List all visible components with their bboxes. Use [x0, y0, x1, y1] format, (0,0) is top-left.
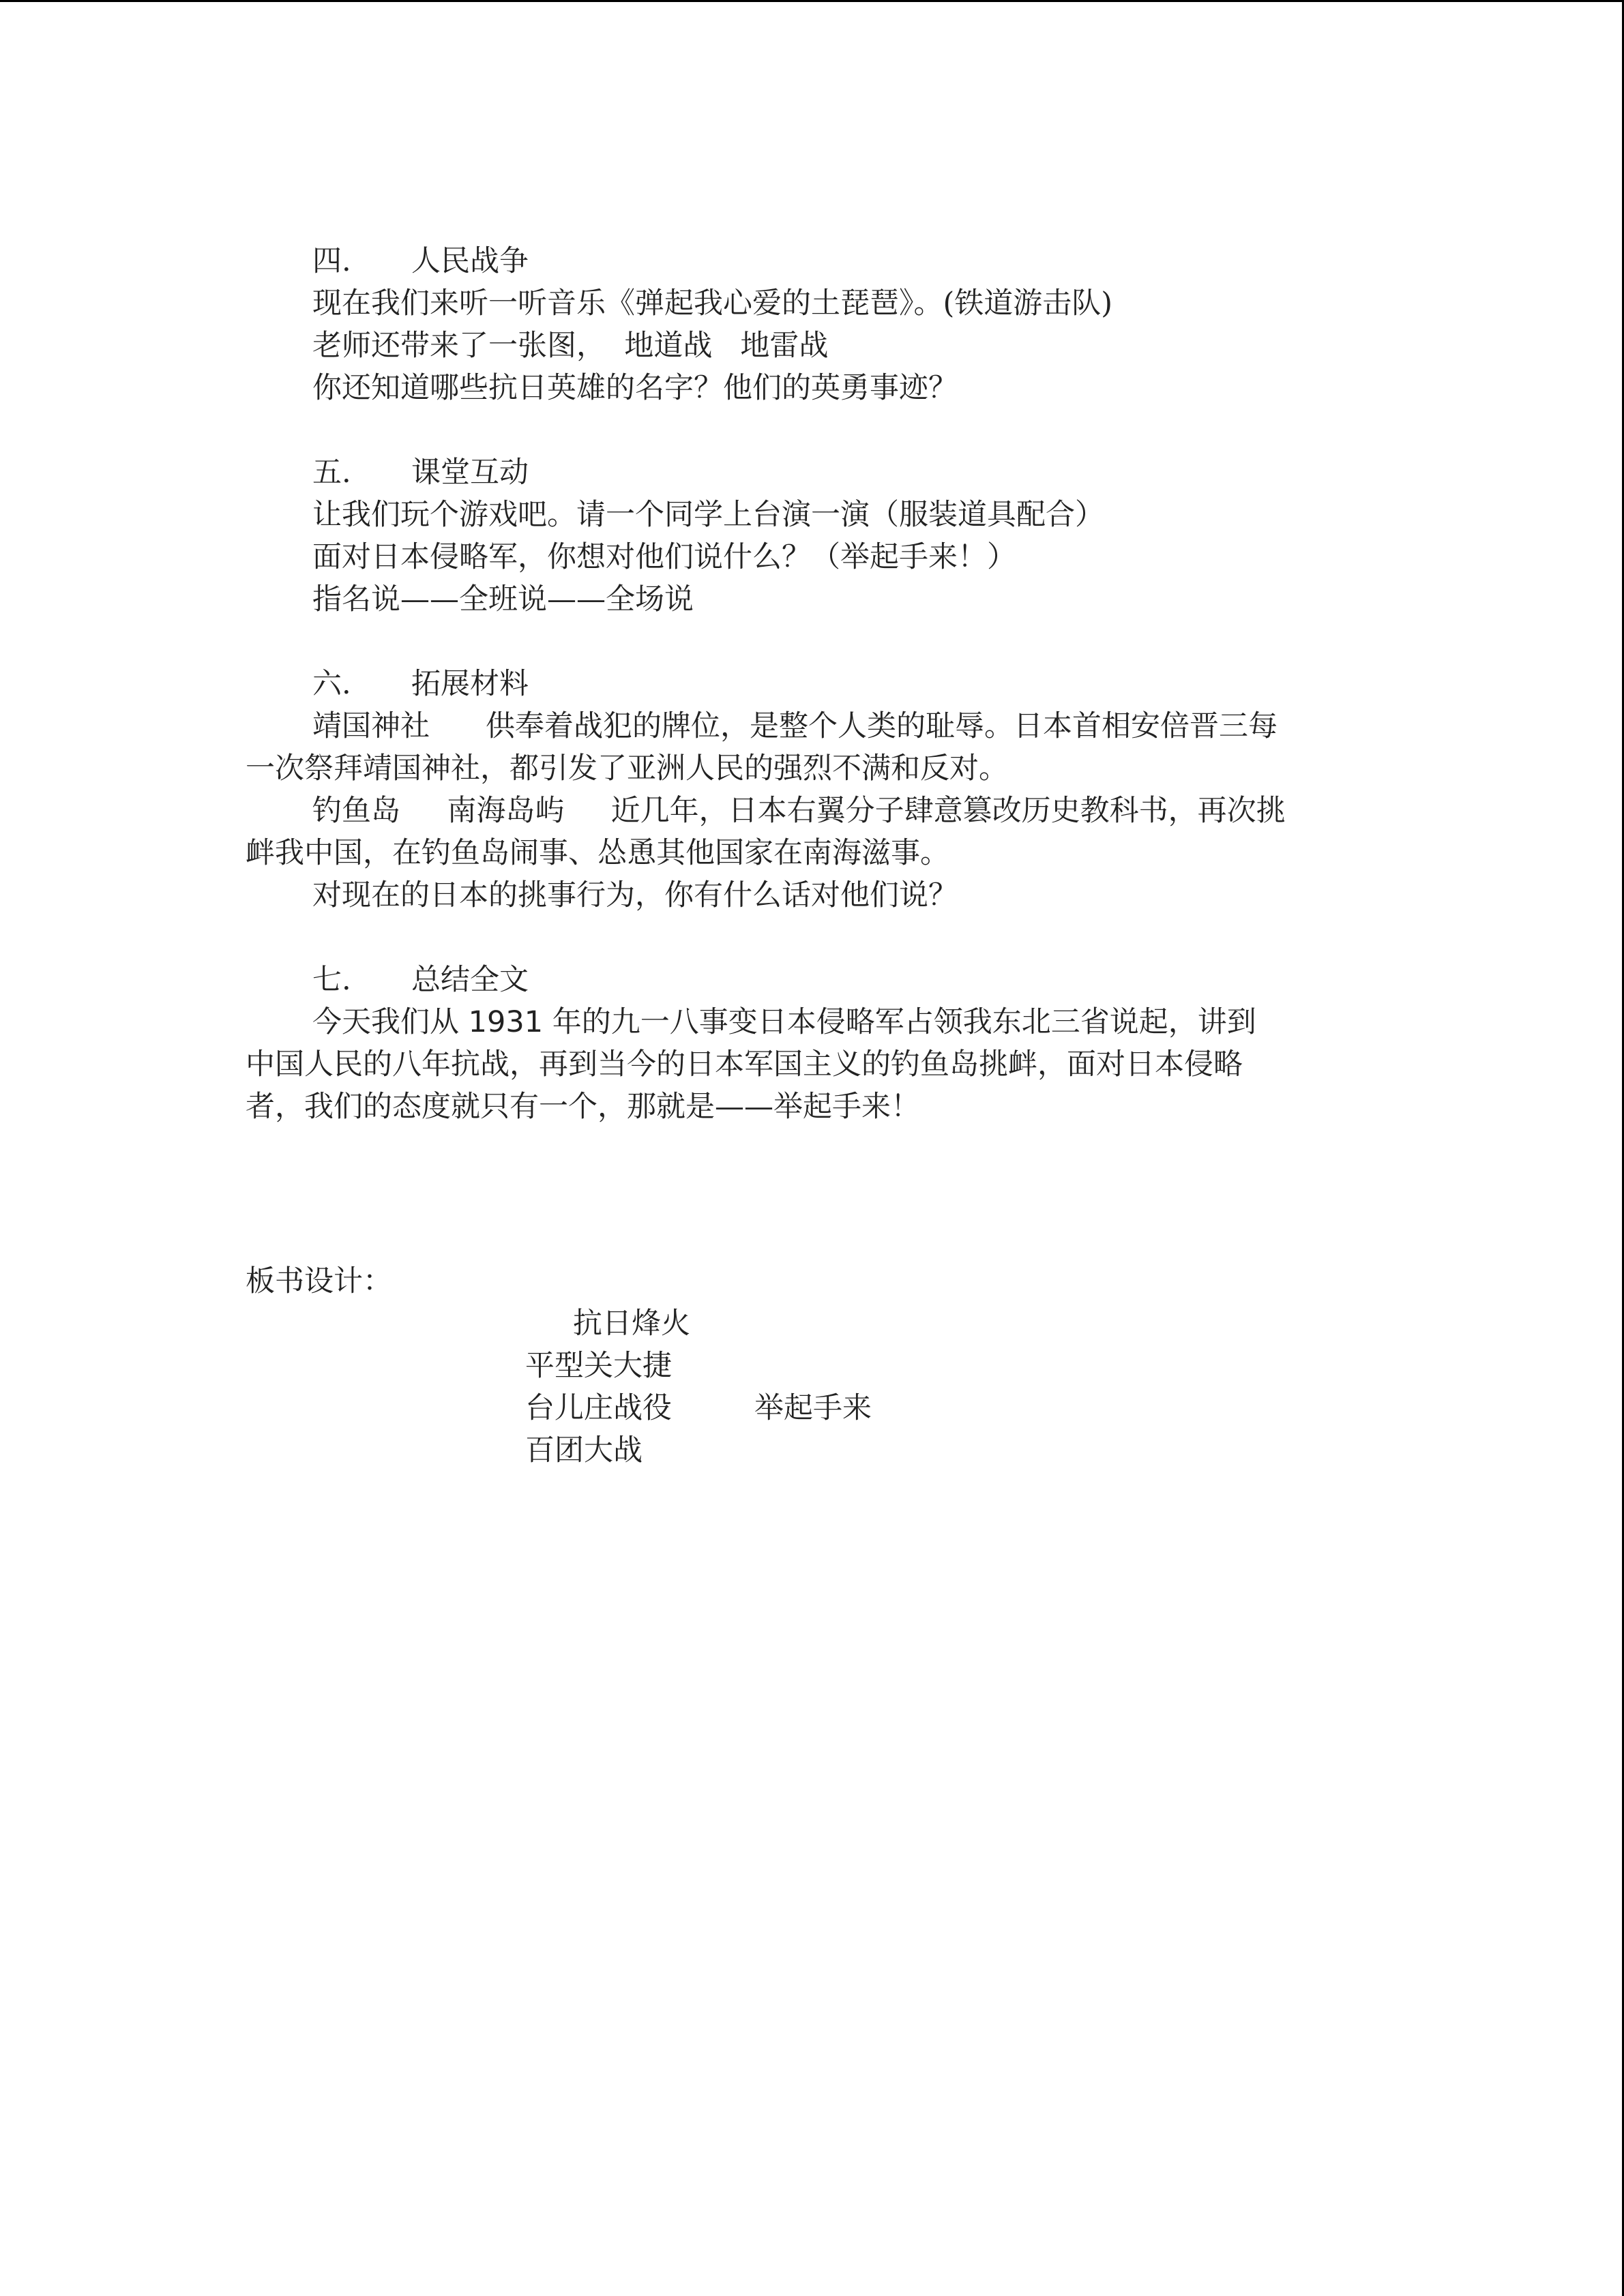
section-5-heading — [312, 451, 529, 494]
section-7-year: 1931 — [468, 1005, 544, 1039]
section-4-line-3: 你还知道哪些抗日英雄的名字？他们的英勇事迹？ — [312, 371, 958, 405]
section-7-line-1-start: 今天我们从 — [312, 1005, 469, 1039]
section-4-number: 四. — [312, 244, 351, 278]
section-7-line-3: 者，我们的态度就只有一个，那就是——举起手来！ — [246, 1090, 920, 1124]
section-5-title: 课堂互动 — [411, 456, 529, 490]
section-6-line-4: 衅我中国，在钓鱼岛闹事、怂恿其他国家在南海滋事。 — [246, 836, 949, 870]
board-item-1: 平型关大捷 — [525, 1349, 672, 1383]
section-5-line-3: 指名说——全班说——全场说 — [312, 582, 694, 616]
section-5-line-1: 让我们玩个游戏吧。请一个同学上台演一演（服装道具配合） — [312, 498, 1104, 532]
board-theme: 举起手来 — [754, 1391, 872, 1425]
section-6-line-3: 钓鱼岛 南海岛屿 近几年，日本右翼分子肆意篡改历史教科书，再次挑 — [312, 794, 1286, 828]
section-6-line-1: 靖国神社 供奉着战犯的牌位，是整个人类的耻辱。日本首相安倍晋三每 — [312, 709, 1278, 743]
section-7-line-2: 中国人民的八年抗战，再到当今的日本军国主义的钓鱼岛挑衅，面对日本侵略 — [246, 1047, 1243, 1082]
section-7-title: 总结全文 — [411, 963, 529, 997]
section-7-line-1 — [312, 1001, 1256, 1043]
section-7-number: 七. — [312, 963, 351, 997]
section-6-line-5: 对现在的日本的挑事行为，你有什么话对他们说？ — [312, 878, 958, 912]
section-6-line-2: 一次祭拜靖国神社，都引发了亚洲人民的强烈不满和反对。 — [246, 751, 1008, 786]
section-6-number: 六. — [312, 667, 351, 701]
board-design-label: 板书设计： — [246, 1264, 392, 1298]
section-4-title: 人民战争 — [411, 244, 529, 278]
section-7-line-1-end: 年的九一八事变日本侵略军占领我东北三省说起，讲到 — [543, 1005, 1256, 1039]
section-4-line-1: 现在我们来听一听音乐《弹起我心爱的土琵琶》。(铁道游击队) — [312, 286, 1113, 320]
section-6-title: 拓展材料 — [411, 667, 529, 701]
section-4-heading — [312, 240, 529, 282]
section-7-heading — [312, 959, 529, 1001]
board-item-3: 百团大战 — [525, 1433, 643, 1467]
board-item-2: 台儿庄战役 — [525, 1391, 672, 1425]
section-5-number: 五. — [312, 456, 351, 490]
page-top-border — [0, 0, 1624, 2]
section-6-heading — [312, 663, 529, 705]
section-5-line-2: 面对日本侵略军，你想对他们说什么？（举起手来！） — [312, 540, 1016, 574]
section-4-line-2: 老师还带来了一张图， 地道战 地雷战 — [312, 329, 829, 363]
board-title: 抗日烽火 — [573, 1307, 690, 1341]
